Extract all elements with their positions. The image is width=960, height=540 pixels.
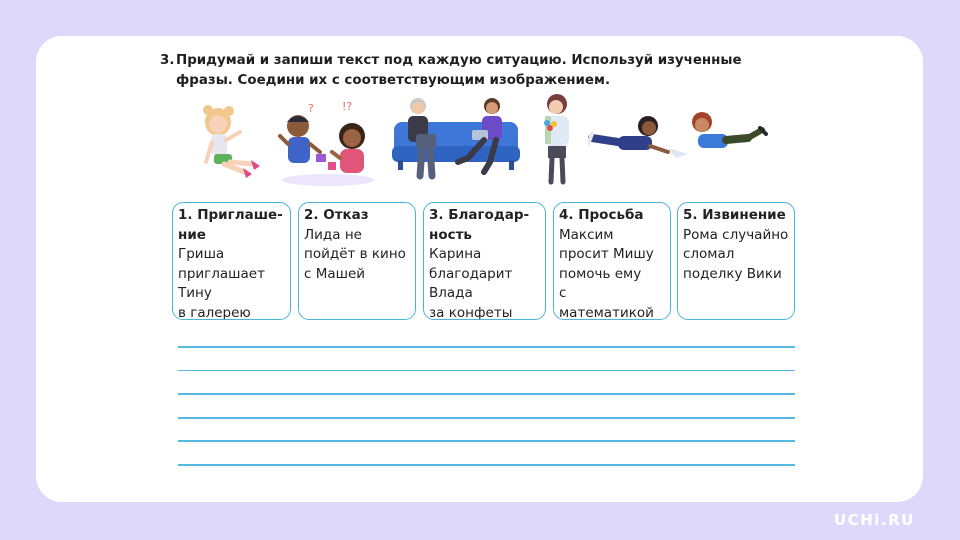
task-instruction [160, 51, 780, 91]
writing-line[interactable] [178, 370, 795, 372]
situation-text: Гриша приглашает Тину в галерею [178, 246, 265, 320]
girl-sitting-illustration [196, 92, 266, 192]
woman-with-candy-illustration [533, 92, 579, 192]
situation-title: 1. Приглаше- ние [178, 207, 283, 243]
boys-lying-illustration [588, 92, 768, 192]
situation-text: Карина благодарит Влада за конфеты [429, 246, 513, 320]
situation-title: 2. Отказ [304, 207, 369, 223]
situation-text: Рома случайно сломал поделку Вики [683, 226, 789, 282]
uchi-ru-logo: UCHi.RU [834, 511, 915, 529]
svg-text:?: ? [308, 102, 314, 115]
writing-line[interactable] [178, 393, 795, 395]
situation-title: 3. Благодар- ность [429, 207, 530, 243]
confused-kids-illustration [276, 92, 380, 192]
situation-title: 4. Просьба [559, 207, 644, 223]
situation-card-3 [423, 202, 546, 320]
writing-line[interactable] [178, 464, 795, 466]
situation-card-2 [298, 202, 416, 320]
writing-line[interactable] [178, 417, 795, 419]
task-text: Придумай и запиши текст под каждую ситуацию. Используй изученные фразы. Соедини их с соответствующим изображением. [176, 53, 742, 88]
situation-text: Лида не пойдёт в кино с Машей [304, 226, 406, 282]
people-on-sofa-illustration [392, 92, 520, 192]
task-number: 3. [160, 53, 175, 68]
situation-card-1 [172, 202, 291, 320]
situation-title: 5. Извинение [683, 207, 786, 223]
svg-text:!?: !? [342, 100, 353, 113]
writing-lines [178, 346, 795, 488]
situation-card-5 [677, 202, 795, 320]
situation-text: Максим просит Мишу помочь ему с математикой [559, 226, 654, 320]
situation-card-4 [553, 202, 671, 320]
writing-line[interactable] [178, 440, 795, 442]
writing-line[interactable] [178, 346, 795, 348]
